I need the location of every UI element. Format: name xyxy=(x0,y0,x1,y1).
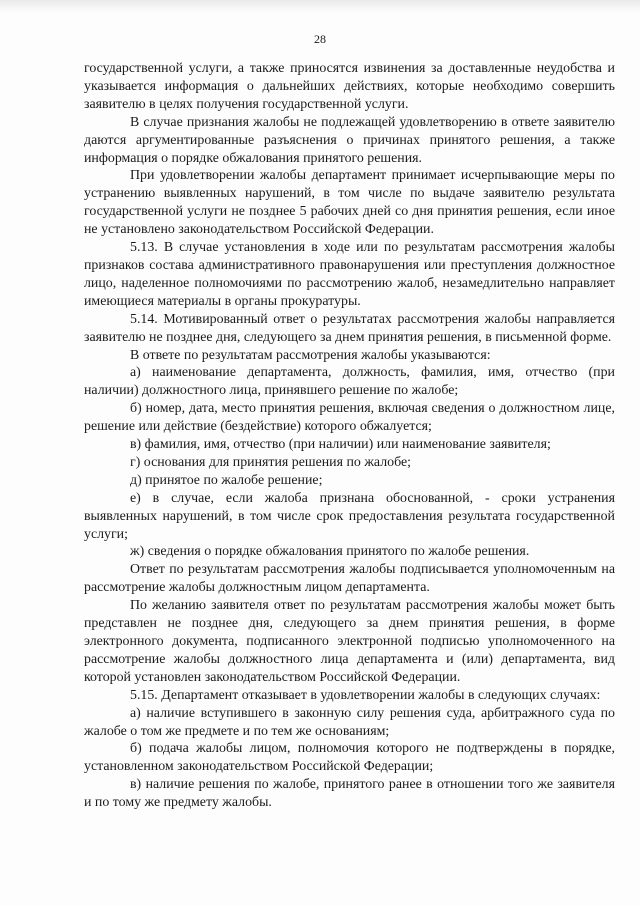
paragraph: Ответ по результатам рассмотрения жалобы подписывается уполномоченным на рассмотрение жалобы должностным лицом департамента. xyxy=(84,562,615,596)
list-item: г) основания для принятия решения по жалобе; xyxy=(130,454,411,470)
list-item: а) наличие вступившего в законную силу решения суда, арбитражного суда по жалобе о том же предмете и по тем же основаниям; xyxy=(84,705,615,739)
document-body xyxy=(84,60,615,812)
page-number: 28 xyxy=(314,32,326,46)
list-item: в) наличие решения по жалобе, принятого ранее в отношении того же заявителя и по тому же предмету жалобы. xyxy=(84,777,615,811)
paragraph-5-15: 5.15. Департамент отказывает в удовлетворении жалобы в следующих случаях: xyxy=(130,687,601,703)
paragraph: государственной услуги, а также приносятся извинения за доставленные неудобства и указывается информация о дальнейших действиях, которые необходимо совершить заявителю в целях получения государственной услуги. xyxy=(84,61,615,112)
paragraph-5-14: 5.14. Мотивированный ответ о результатах рассмотрения жалобы направляется заявителю не позднее дня, следующего за днем принятия решения, в письменной форме. xyxy=(84,311,615,345)
list-item: б) номер, дата, место принятия решения, включая сведения о должностном лице, решение или действие (бездействие) которого обжалуется; xyxy=(84,401,615,435)
list-item: б) подача жалобы лицом, полномочия которого не подтверждены в порядке, установленном законодательством Российской Федерации; xyxy=(84,741,615,775)
scan-edge-shadow xyxy=(0,0,640,12)
list-item: в) фамилия, имя, отчество (при наличии) или наименование заявителя; xyxy=(130,437,551,453)
paragraph: По желанию заявителя ответ по результатам рассмотрения жалобы может быть представлен не позднее дня, следующего за днем принятия решения, в форме электронного документа, подписанного электронной подписью уполномоченного на рассмотрение жалобы должностного лица департамента и (или) департамента, вид которой установлен законодательством Российской Федерации. xyxy=(84,598,615,685)
list-item: ж) сведения о порядке обжалования принятого по жалобе решения. xyxy=(130,544,530,560)
paragraph: При удовлетворении жалобы департамент принимает исчерпывающие меры по устранению выявленных нарушений, в том числе по выдаче заявителю результата государственной услуги не позднее 5 рабочих дней со дня принятия решения, если иное не установлено законодательством Российской Федерации. xyxy=(84,168,615,238)
list-item: е) в случае, если жалоба признана обоснованной, - сроки устранения выявленных нарушений, в том числе срок предоставления результата государственной услуги; xyxy=(84,490,615,542)
paragraph: В случае признания жалобы не подлежащей удовлетворению в ответе заявителю даются аргументированные разъяснения о причинах принятого решения, а также информация о порядке обжалования принятого решения. xyxy=(84,114,615,166)
list-item: д) принятое по жалобе решение; xyxy=(130,472,323,488)
list-item: а) наименование департамента, должность, фамилия, имя, отчество (при наличии) должностного лица, принявшего решение по жалобе; xyxy=(84,365,615,399)
paragraph-5-13: 5.13. В случае установления в ходе или по результатам рассмотрения жалобы признаков состава административного правонарушения или преступления должностное лицо, наделенное полномочиями по рассмотрению жалоб, незамедлительно направляет имеющиеся материалы в органы прокуратуры. xyxy=(84,240,615,309)
paragraph: В ответе по результатам рассмотрения жалобы указываются: xyxy=(130,347,491,363)
